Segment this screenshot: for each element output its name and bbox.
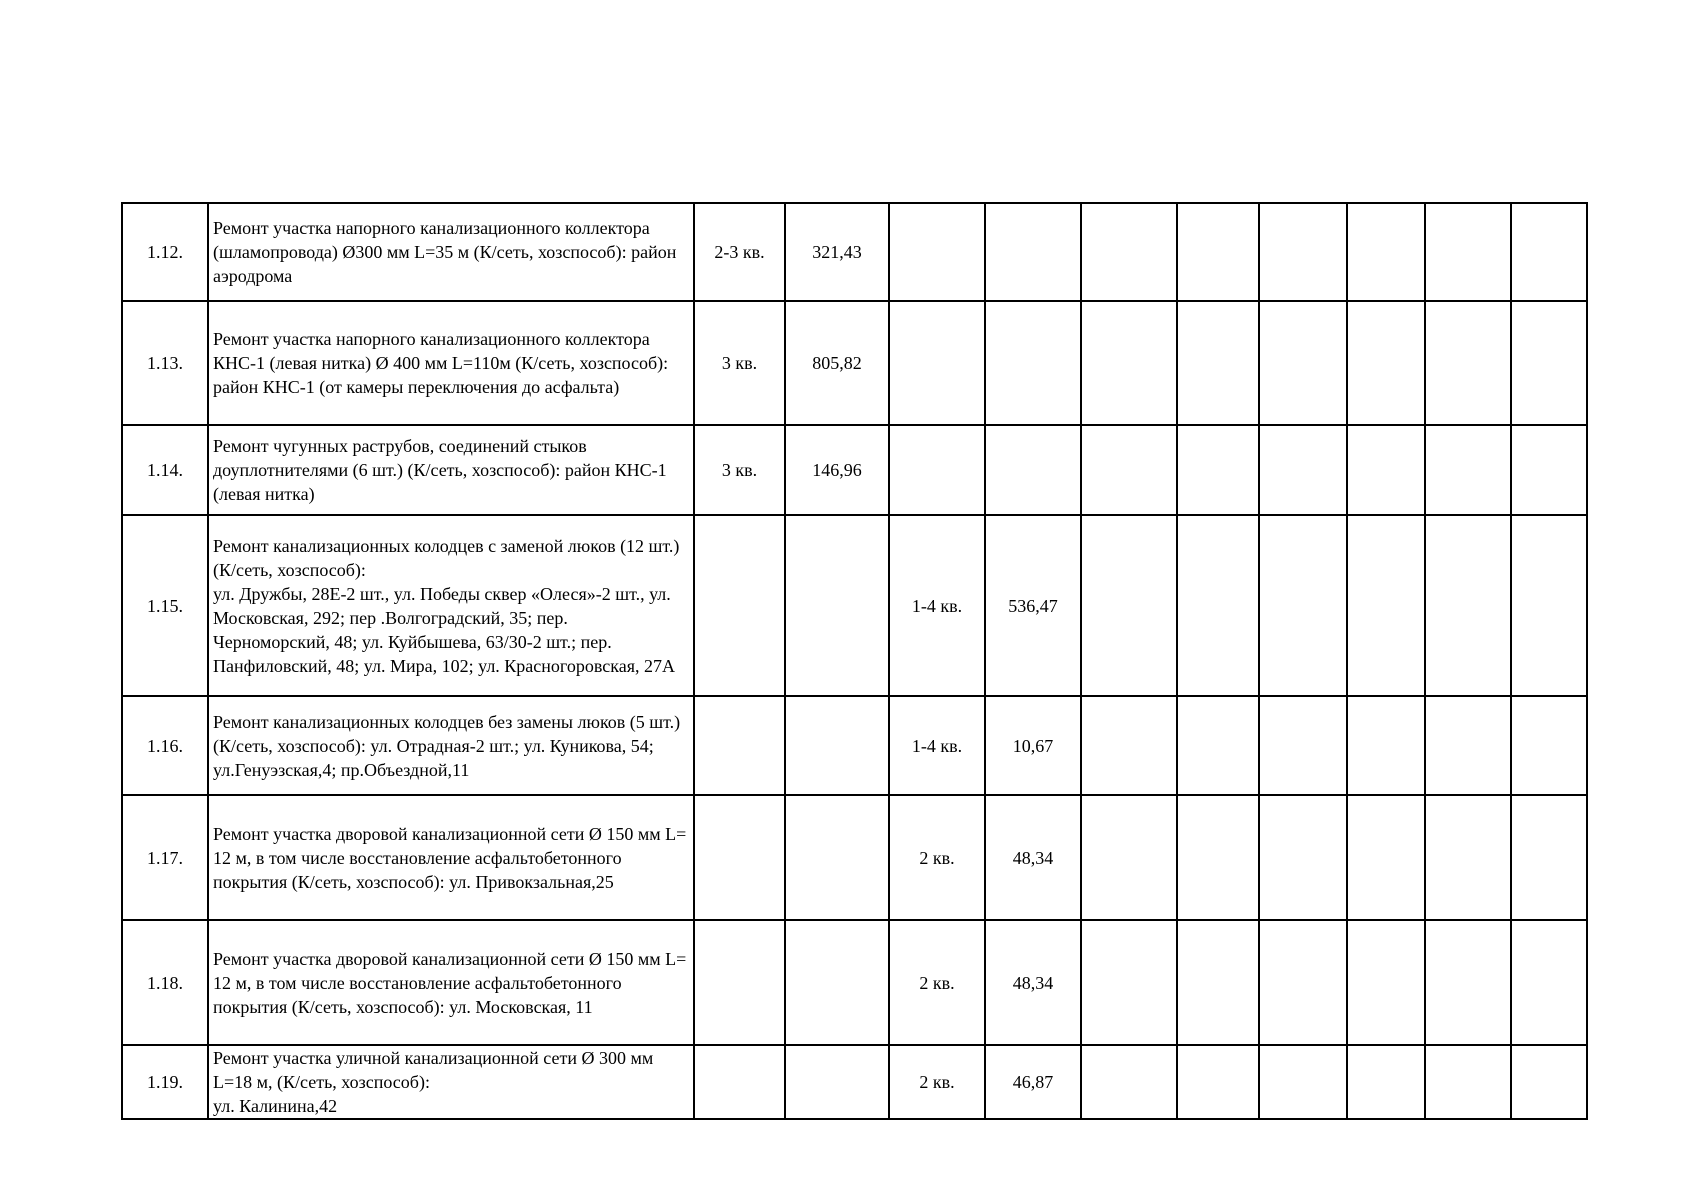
work-description: Ремонт участка дворовой канализационной сети Ø 150 мм L= 12 м, в том числе восстановление асфальтобетонного покрытия (К/сеть, хозспособ): ул. Привокзальная,25 [208,795,694,920]
row-number: 1.18. [122,920,208,1045]
period-cell [889,301,985,425]
empty-cell [1347,425,1425,515]
empty-cell [1425,425,1511,515]
table-row [122,696,1587,795]
empty-cell [1347,1045,1425,1119]
empty-cell [1347,203,1425,301]
empty-cell [1081,920,1177,1045]
empty-cell [1177,795,1259,920]
empty-cell [1347,301,1425,425]
amount-cell: 46,87 [985,1045,1081,1119]
empty-cell [1347,696,1425,795]
amount-cell [985,301,1081,425]
empty-cell [1425,203,1511,301]
empty-cell [1511,515,1587,696]
amount-cell: 805,82 [785,301,889,425]
period-cell: 2 кв. [889,795,985,920]
empty-cell [1425,301,1511,425]
empty-cell [1081,515,1177,696]
row-number: 1.13. [122,301,208,425]
empty-cell [1081,1045,1177,1119]
table-row [122,203,1587,301]
empty-cell [1511,920,1587,1045]
table-row [122,920,1587,1045]
amount-cell: 10,67 [985,696,1081,795]
empty-cell [1259,920,1347,1045]
work-description: Ремонт канализационных колодцев без замены люков (5 шт.) (К/сеть, хозспособ): ул. Отрадная-2 шт.; ул. Куникова, 54; ул.Генуэзская,4; пр.Объездной,11 [208,696,694,795]
amount-cell [785,515,889,696]
amount-cell [985,425,1081,515]
period-cell [889,203,985,301]
empty-cell [1081,696,1177,795]
empty-cell [1259,203,1347,301]
empty-cell [1259,301,1347,425]
table-row [122,425,1587,515]
row-number: 1.16. [122,696,208,795]
period-cell [694,1045,785,1119]
empty-cell [1259,515,1347,696]
period-cell: 2 кв. [889,1045,985,1119]
period-cell: 2-3 кв. [694,203,785,301]
empty-cell [1347,920,1425,1045]
table-row [122,795,1587,920]
period-cell: 3 кв. [694,425,785,515]
empty-cell [1347,515,1425,696]
amount-cell [785,795,889,920]
empty-cell [1081,301,1177,425]
work-description: Ремонт чугунных раструбов, соединений стыков доуплотнителями (6 шт.) (К/сеть, хозспособ): район КНС-1 (левая нитка) [208,425,694,515]
empty-cell [1177,425,1259,515]
work-description: Ремонт участка напорного канализационного коллектора (шламопровода) Ø300 мм L=35 м (К/сеть, хозспособ): район аэродрома [208,203,694,301]
empty-cell [1081,425,1177,515]
empty-cell [1177,1045,1259,1119]
row-number: 1.12. [122,203,208,301]
empty-cell [1511,1045,1587,1119]
amount-cell: 48,34 [985,920,1081,1045]
period-cell [694,515,785,696]
amount-cell: 48,34 [985,795,1081,920]
table-row [122,1045,1587,1119]
empty-cell [1177,515,1259,696]
empty-cell [1425,1045,1511,1119]
empty-cell [1177,696,1259,795]
empty-cell [1177,301,1259,425]
empty-cell [1259,696,1347,795]
row-number: 1.19. [122,1045,208,1119]
work-description: Ремонт канализационных колодцев с заменой люков (12 шт.) (К/сеть, хозспособ): ул. Дружбы, 28Е-2 шт., ул. Победы сквер «Олеся»-2 шт., ул. Московская, 292; пер .Волгоградский, 35; пер. Черноморский, 48; ул. Куйбышева, 63/30-2 шт.; пер. Панфиловский, 48; ул. Мира, 102; ул. Красногоровская, 27А [208,515,694,696]
period-cell: 1-4 кв. [889,696,985,795]
empty-cell [1081,795,1177,920]
empty-cell [1425,920,1511,1045]
period-cell: 2 кв. [889,920,985,1045]
empty-cell [1511,795,1587,920]
period-cell: 3 кв. [694,301,785,425]
row-number: 1.14. [122,425,208,515]
empty-cell [1511,696,1587,795]
empty-cell [1425,696,1511,795]
works-table [121,202,1588,1120]
row-number: 1.15. [122,515,208,696]
empty-cell [1177,203,1259,301]
empty-cell [1347,795,1425,920]
work-description: Ремонт участка дворовой канализационной сети Ø 150 мм L= 12 м, в том числе восстановление асфальтобетонного покрытия (К/сеть, хозспособ): ул. Московская, 11 [208,920,694,1045]
empty-cell [1425,515,1511,696]
table-row [122,515,1587,696]
table-row [122,301,1587,425]
amount-cell [785,920,889,1045]
amount-cell: 146,96 [785,425,889,515]
empty-cell [1259,795,1347,920]
empty-cell [1177,920,1259,1045]
period-cell: 1-4 кв. [889,515,985,696]
empty-cell [1259,425,1347,515]
amount-cell: 536,47 [985,515,1081,696]
empty-cell [1511,203,1587,301]
empty-cell [1511,425,1587,515]
empty-cell [1259,1045,1347,1119]
empty-cell [1425,795,1511,920]
period-cell [889,425,985,515]
work-description: Ремонт участка уличной канализационной сети Ø 300 мм L=18 м, (К/сеть, хозспособ): ул. Калинина,42 [208,1045,694,1119]
empty-cell [1511,301,1587,425]
amount-cell: 321,43 [785,203,889,301]
period-cell [694,696,785,795]
period-cell [694,920,785,1045]
amount-cell [785,696,889,795]
table-body [122,203,1587,1119]
period-cell [694,795,785,920]
work-description: Ремонт участка напорного канализационного коллектора КНС-1 (левая нитка) Ø 400 мм L=110м (К/сеть, хозспособ): район КНС-1 (от камеры переключения до асфальта) [208,301,694,425]
empty-cell [1081,203,1177,301]
row-number: 1.17. [122,795,208,920]
amount-cell [985,203,1081,301]
amount-cell [785,1045,889,1119]
